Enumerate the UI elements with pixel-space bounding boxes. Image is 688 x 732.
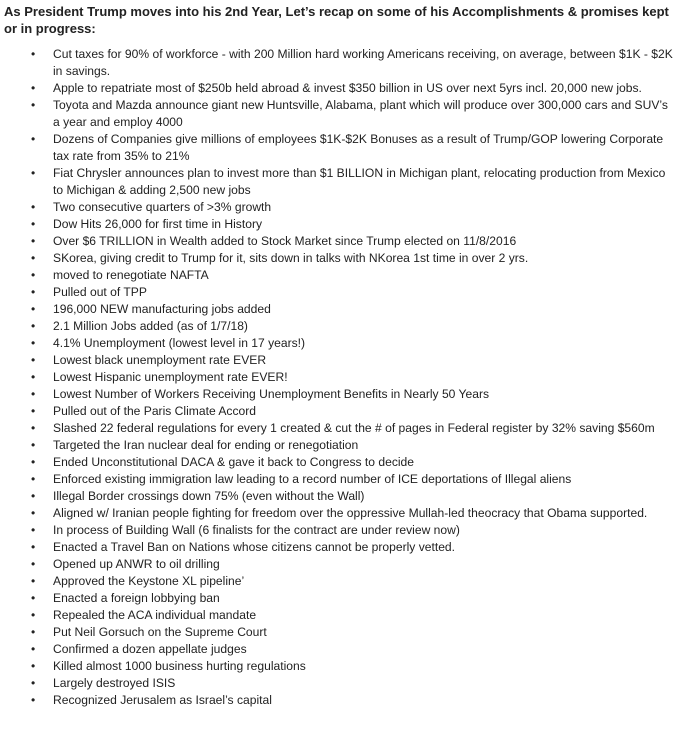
list-item-text: Fiat Chrysler announces plan to invest more than $1 BILLION in Michigan plant, relocating production from Mexico to Michigan & adding 2,500 new jobs [53, 166, 666, 197]
document-heading: As President Trump moves into his 2nd Year, Let’s recap on some of his Accomplishments & promises kept or in progress: [4, 4, 669, 36]
bullet-icon: • [31, 166, 36, 180]
list-item [4, 641, 682, 658]
bullet-icon: • [31, 387, 36, 401]
bullet-icon: • [31, 98, 36, 112]
list-item [4, 607, 682, 624]
list-item-text: Lowest Number of Workers Receiving Unemployment Benefits in Nearly 50 Years [53, 387, 490, 401]
list-item [4, 131, 682, 165]
list-item-text: Lowest black unemployment rate EVER [53, 353, 267, 367]
list-item [4, 539, 682, 556]
list-item-text: Cut taxes for 90% of workforce - with 200 Million hard working Americans receiving, on average, between $1K - $2K in savings. [53, 47, 673, 78]
bullet-icon: • [31, 370, 36, 384]
bullet-icon: • [31, 353, 36, 367]
list-item [4, 590, 682, 607]
list-item-text: Apple to repatriate most of $250b held abroad & invest $350 billion in US over next 5yrs incl. 20,000 new jobs. [53, 81, 642, 95]
list-item [4, 658, 682, 675]
bullet-icon: • [31, 421, 36, 435]
bullet-icon: • [31, 438, 36, 452]
list-item-text: Killed almost 1000 business hurting regulations [53, 659, 306, 673]
list-item-text: Dozens of Companies give millions of employees $1K-$2K Bonuses as a result of Trump/GOP lowering Corporate tax rate from 35% to 21% [53, 132, 664, 163]
accomplishments-list [4, 46, 682, 709]
list-item [4, 522, 682, 539]
bullet-icon: • [31, 625, 36, 639]
bullet-icon: • [31, 200, 36, 214]
list-item-text: 2.1 Million Jobs added (as of 1/7/18) [53, 319, 248, 333]
list-item [4, 573, 682, 590]
list-item-text: Slashed 22 federal regulations for every 1 created & cut the # of pages in Federal register by 32% saving $560m [53, 421, 655, 435]
list-item [4, 80, 682, 97]
list-item [4, 301, 682, 318]
bullet-icon: • [31, 234, 36, 248]
list-item-text: Aligned w/ Iranian people fighting for freedom over the oppressive Mullah-led theocracy that Obama supported. [53, 506, 648, 520]
list-item [4, 505, 682, 522]
bullet-icon: • [31, 693, 36, 707]
bullet-icon: • [31, 523, 36, 537]
list-item [4, 284, 682, 301]
list-item [4, 233, 682, 250]
list-item [4, 420, 682, 437]
bullet-icon: • [31, 574, 36, 588]
list-item [4, 216, 682, 233]
bullet-icon: • [31, 81, 36, 95]
list-item [4, 97, 682, 131]
list-item [4, 437, 682, 454]
list-item [4, 335, 682, 352]
bullet-icon: • [31, 472, 36, 486]
list-item-text: moved to renegotiate NAFTA [53, 268, 209, 282]
bullet-icon: • [31, 608, 36, 622]
list-item-text: 4.1% Unemployment (lowest level in 17 years!) [53, 336, 306, 350]
bullet-icon: • [31, 591, 36, 605]
list-item-text: Repealed the ACA individual mandate [53, 608, 257, 622]
list-item-text: In process of Building Wall (6 finalists for the contract are under review now) [53, 523, 460, 537]
list-item-text: Approved the Keystone XL pipeline’ [53, 574, 245, 588]
bullet-icon: • [31, 132, 36, 146]
list-item-text: Lowest Hispanic unemployment rate EVER! [53, 370, 288, 384]
bullet-icon: • [31, 47, 36, 61]
list-item [4, 403, 682, 420]
bullet-icon: • [31, 336, 36, 350]
bullet-icon: • [31, 217, 36, 231]
list-item [4, 250, 682, 267]
list-item-text: Enacted a foreign lobbying ban [53, 591, 220, 605]
list-item-text: Opened up ANWR to oil drilling [53, 557, 220, 571]
list-item [4, 199, 682, 216]
bullet-icon: • [31, 506, 36, 520]
list-item-text: Confirmed a dozen appellate judges [53, 642, 247, 656]
list-item-text: Pulled out of the Paris Climate Accord [53, 404, 257, 418]
bullet-icon: • [31, 268, 36, 282]
bullet-icon: • [31, 455, 36, 469]
list-item-text: Ended Unconstitutional DACA & gave it back to Congress to decide [53, 455, 415, 469]
list-item-text: Enforced existing immigration law leading to a record number of ICE deportations of Illegal aliens [53, 472, 572, 486]
bullet-icon: • [31, 489, 36, 503]
list-item-text: Two consecutive quarters of >3% growth [53, 200, 272, 214]
bullet-icon: • [31, 676, 36, 690]
list-item-text: Put Neil Gorsuch on the Supreme Court [53, 625, 267, 639]
list-item-text: SKorea, giving credit to Trump for it, sits down in talks with NKorea 1st time in over 2 yrs. [53, 251, 529, 265]
list-item-text: Largely destroyed ISIS [53, 676, 176, 690]
list-item [4, 624, 682, 641]
list-item [4, 318, 682, 335]
list-item [4, 352, 682, 369]
bullet-icon: • [31, 642, 36, 656]
list-item [4, 454, 682, 471]
list-item-text: Dow Hits 26,000 for first time in History [53, 217, 263, 231]
bullet-icon: • [31, 540, 36, 554]
bullet-icon: • [31, 659, 36, 673]
list-item [4, 675, 682, 692]
bullet-icon: • [31, 557, 36, 571]
bullet-icon: • [31, 319, 36, 333]
list-item-text: Pulled out of TPP [53, 285, 147, 299]
list-item-text: Toyota and Mazda announce giant new Huntsville, Alabama, plant which will produce over 300,000 cars and SUV’s a year and employ 4000 [53, 98, 668, 129]
list-item [4, 386, 682, 403]
list-item-text: Enacted a Travel Ban on Nations whose citizens cannot be properly vetted. [53, 540, 456, 554]
bullet-icon: • [31, 404, 36, 418]
list-item-text: Over $6 TRILLION in Wealth added to Stock Market since Trump elected on 11/8/2016 [53, 234, 517, 248]
list-item-text: Targeted the Iran nuclear deal for ending or renegotiation [53, 438, 359, 452]
bullet-icon: • [31, 302, 36, 316]
list-item [4, 556, 682, 573]
list-item [4, 267, 682, 284]
list-item-text: 196,000 NEW manufacturing jobs added [53, 302, 271, 316]
list-item [4, 488, 682, 505]
list-item [4, 165, 682, 199]
list-item-text: Illegal Border crossings down 75% (even without the Wall) [53, 489, 365, 503]
list-item [4, 369, 682, 386]
bullet-icon: • [31, 251, 36, 265]
bullet-icon: • [31, 285, 36, 299]
list-item [4, 46, 682, 80]
list-item [4, 471, 682, 488]
list-item [4, 692, 682, 709]
list-item-text: Recognized Jerusalem as Israel’s capital [53, 693, 272, 707]
